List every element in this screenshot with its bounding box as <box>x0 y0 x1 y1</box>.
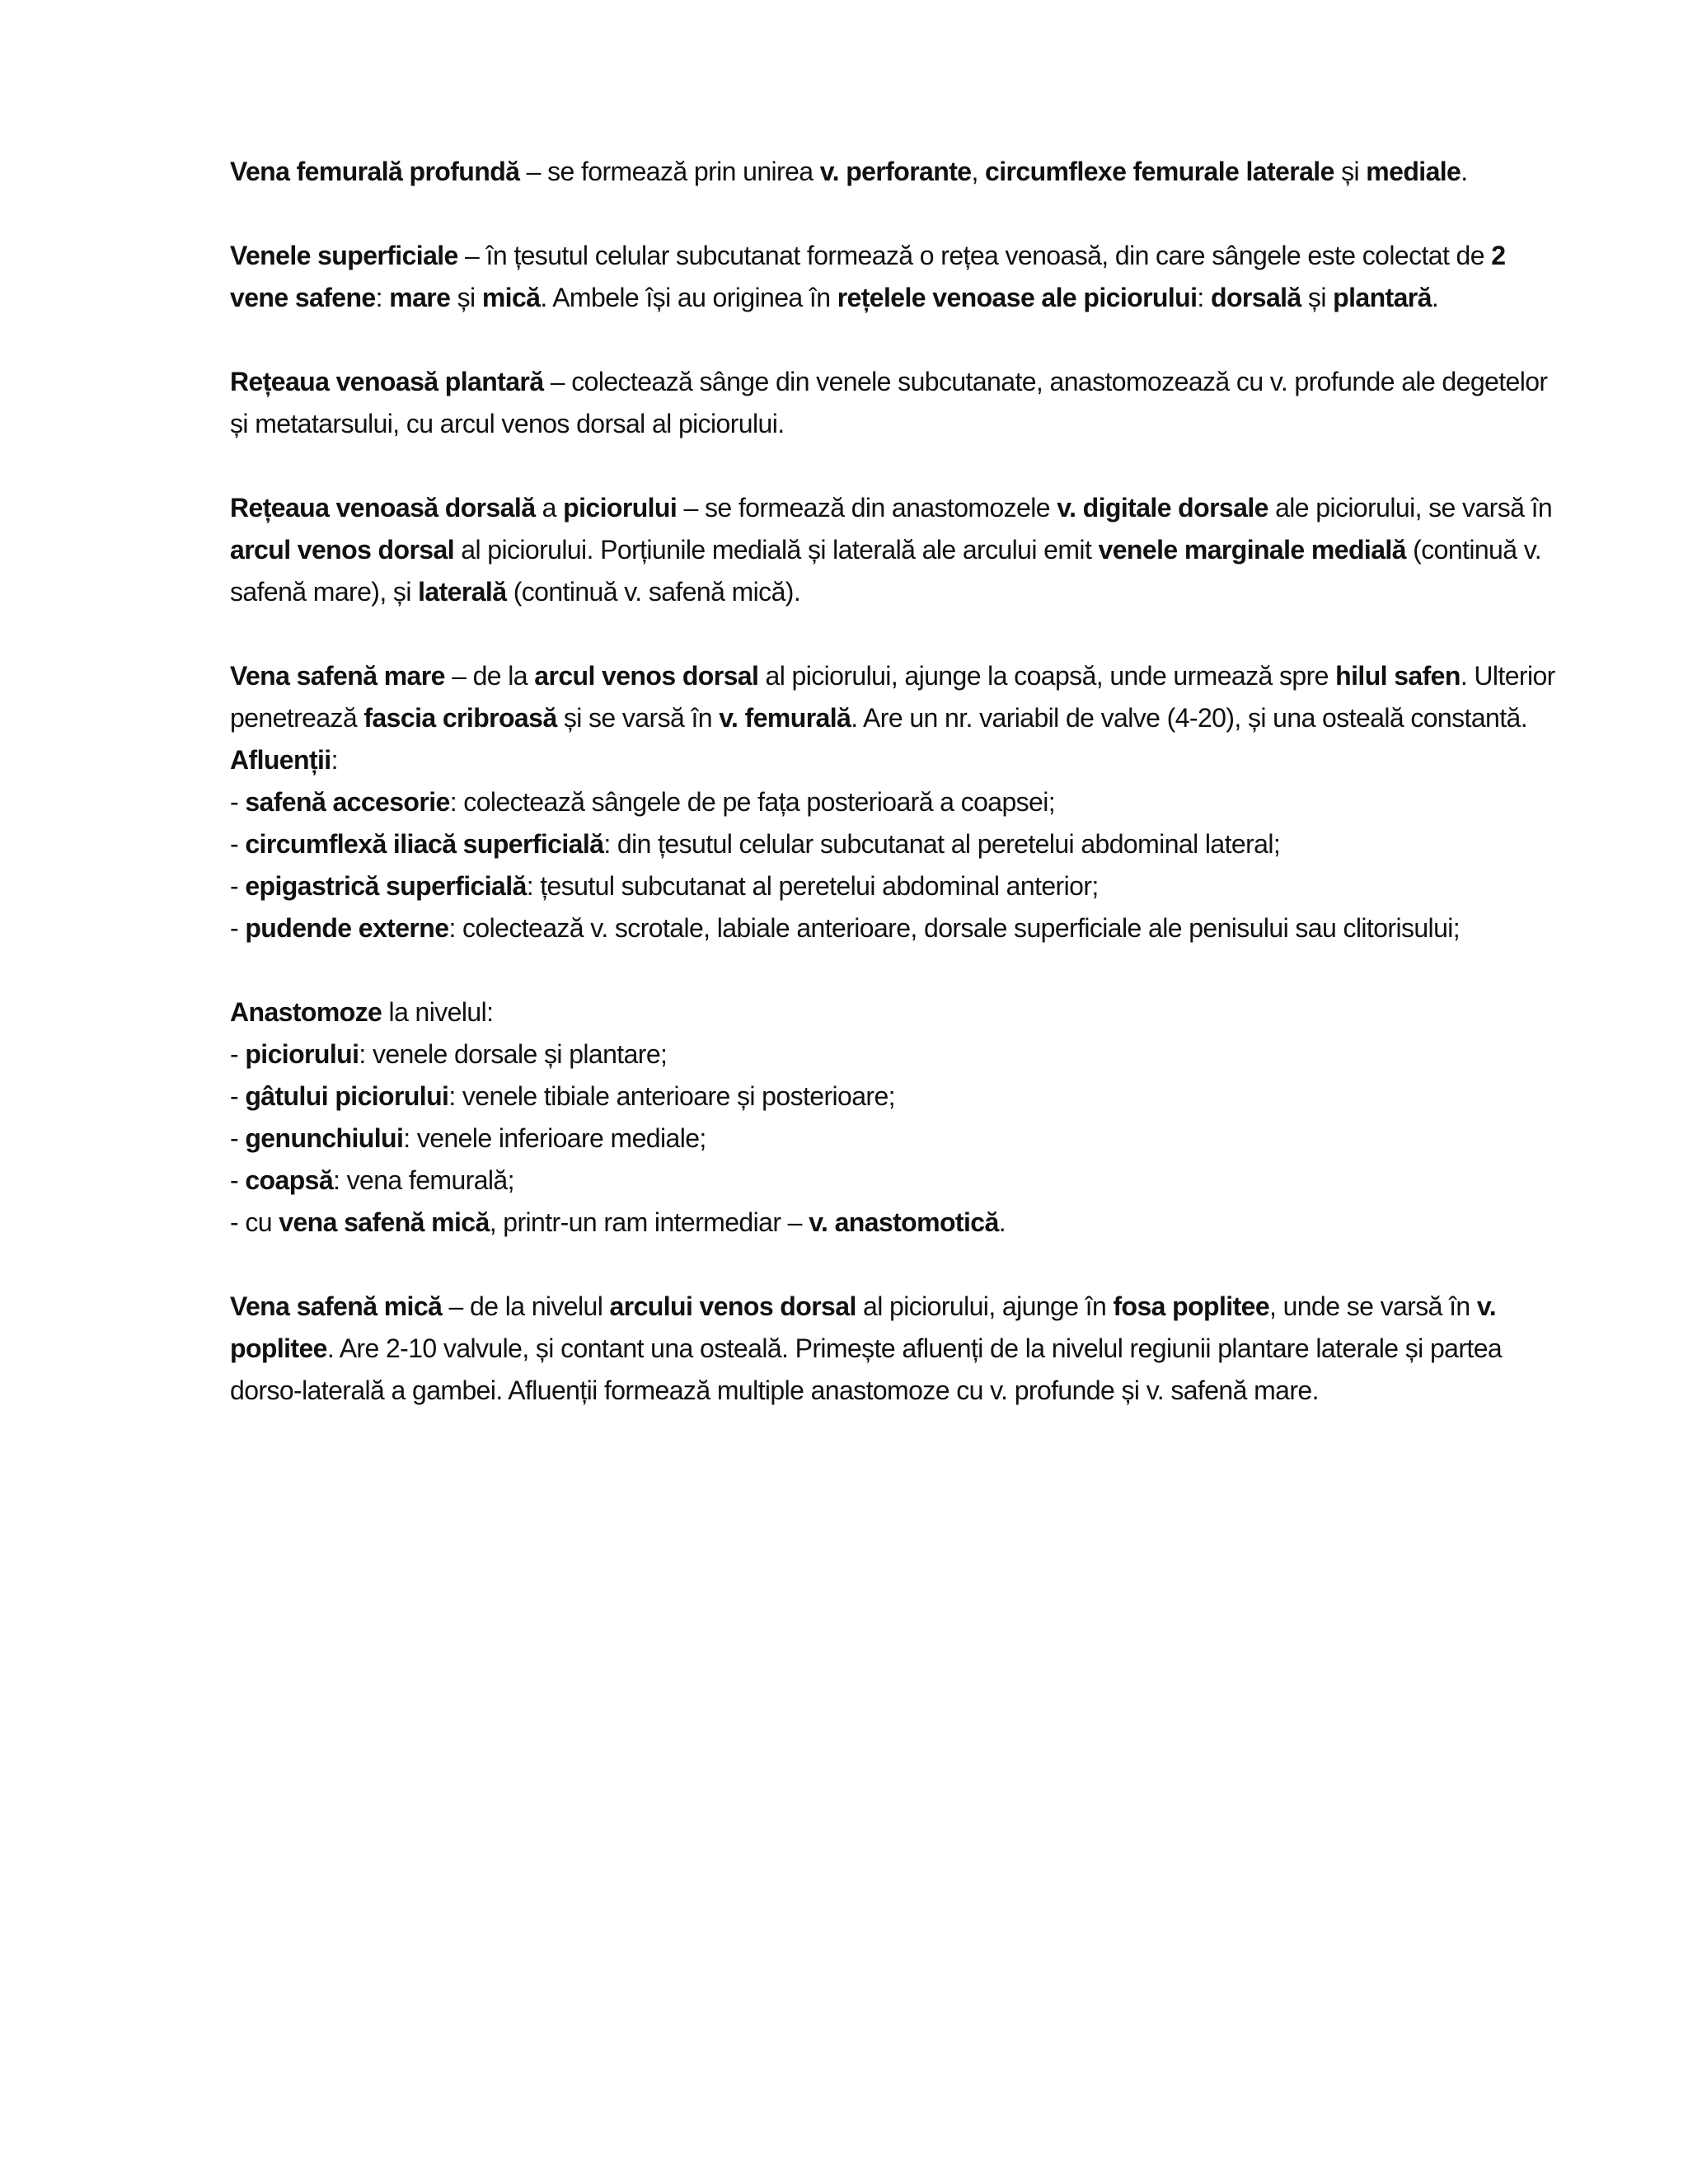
bold-term: epigastrică superficială <box>245 871 527 901</box>
paragraph-vena-femurala-profunda <box>230 151 1569 193</box>
text-run: ale piciorului, se varsă în <box>1268 493 1553 523</box>
bold-term: venele marginale medială <box>1098 535 1406 565</box>
bold-term: plantară <box>1333 283 1432 312</box>
paragraph-reteaua-plantara <box>230 361 1569 445</box>
text-run: (continuă v. safenă mică). <box>506 577 801 607</box>
text-run: , printr-un ram intermediar – <box>489 1207 809 1237</box>
text-run: : venele inferioare mediale; <box>403 1123 706 1153</box>
text-run: – în țesutul celular subcutanat formează o rețea venoasă, din care sângele este colectat de <box>457 241 1492 270</box>
text-run: , <box>971 157 986 186</box>
list-item <box>230 1160 1569 1202</box>
bold-term: Anastomoze <box>230 997 382 1027</box>
paragraph-vena-safena-mica <box>230 1286 1569 1412</box>
bold-term: gâtului piciorului <box>245 1081 449 1111</box>
bold-term: mare <box>389 283 451 312</box>
bold-term: coapsă <box>245 1165 334 1195</box>
bold-term: Vena femurală profundă <box>230 157 520 186</box>
bold-term: hilul safen <box>1335 661 1461 691</box>
bold-term: vena safenă mică <box>279 1207 490 1237</box>
text-run: : <box>1197 283 1211 312</box>
text-run: (continuă v. safenă mare), și <box>230 535 1542 607</box>
text-run: : <box>331 745 338 775</box>
bold-term: v. perforante <box>819 157 972 186</box>
text-run: : din țesutul celular subcutanat al peretelui abdominal lateral; <box>603 829 1281 859</box>
bold-term: arcului venos dorsal <box>609 1291 856 1321</box>
text-run: și <box>1301 283 1334 312</box>
text-run: - <box>230 913 246 943</box>
paragraph-vena-safena-mare <box>230 655 1569 739</box>
list-item <box>230 865 1569 907</box>
text-run: : țesutul subcutanat al peretelui abdominal anterior; <box>526 871 1099 901</box>
text-run: și <box>1334 157 1367 186</box>
bold-term: rețelele venoase ale piciorului <box>837 283 1198 312</box>
text-run: - <box>230 871 246 901</box>
bold-term: piciorului <box>245 1039 359 1069</box>
list-item <box>230 1118 1569 1160</box>
list-item <box>230 1202 1569 1244</box>
text-run: – de la nivelul <box>442 1291 610 1321</box>
text-run: – colectează sânge din venele subcutanate, anastomozează cu v. profunde ale degetelor și metatarsului, cu arcul venos dorsal al piciorului. <box>230 367 1548 438</box>
list-item <box>230 781 1569 823</box>
paragraph-reteaua-dorsala <box>230 487 1569 613</box>
text-run: - <box>230 1081 246 1111</box>
bold-term: Rețeaua venoasă plantară <box>230 367 544 396</box>
paragraph-anastomoze <box>230 991 1569 1244</box>
text-run: - <box>230 1039 246 1069</box>
bold-term: Venele superficiale <box>230 241 458 270</box>
bold-term: Afluenții <box>230 745 331 775</box>
text-run: : <box>375 283 390 312</box>
bold-term: Rețeaua venoasă dorsală <box>230 493 536 523</box>
bold-term: mediale <box>1366 157 1461 186</box>
document-body <box>230 151 1569 1454</box>
text-run: al piciorului. Porțiunile medială și laterală ale arcului emit <box>453 535 1099 565</box>
text-run: . <box>1461 157 1468 186</box>
text-run: : colectează sângele de pe fața posterioară a coapsei; <box>449 787 1056 817</box>
text-run: : venele tibiale anterioare și posterioare; <box>448 1081 895 1111</box>
bold-term: circumflexă iliacă superficială <box>245 829 604 859</box>
bold-term: Vena safenă mare <box>230 661 445 691</box>
bold-term: mică <box>481 283 541 312</box>
text-run: - <box>230 1165 246 1195</box>
text-run: la nivelul: <box>382 997 494 1027</box>
bold-term: fascia cribroasă <box>363 703 557 733</box>
bold-term: arcul venos dorsal <box>534 661 759 691</box>
bold-term: arcul venos dorsal <box>230 535 454 565</box>
text-run: - <box>230 787 246 817</box>
text-run: . Are un nr. variabil de valve (4-20), și una osteală constantă. <box>851 703 1527 733</box>
list-item <box>230 907 1569 949</box>
text-run: și se varsă în <box>556 703 720 733</box>
bold-term: v. femurală <box>719 703 851 733</box>
text-run: al piciorului, ajunge în <box>856 1291 1114 1321</box>
bold-term: 2 vene safene <box>230 241 1506 312</box>
text-run: a <box>535 493 564 523</box>
text-run: – se formează prin unirea <box>519 157 820 186</box>
bold-term: v. anastomotică <box>809 1207 999 1237</box>
text-run: . Ambele își au originea în <box>540 283 837 312</box>
list-item <box>230 1076 1569 1118</box>
text-run: – se formează din anastomozele <box>677 493 1057 523</box>
text-run: și <box>450 283 482 312</box>
bold-term: genunchiului <box>245 1123 404 1153</box>
text-run: al piciorului, ajunge la coapsă, unde urmează spre <box>758 661 1336 691</box>
paragraph-venele-superficiale <box>230 235 1569 319</box>
bold-term: fosa poplitee <box>1113 1291 1270 1321</box>
bold-term: piciorului <box>563 493 678 523</box>
text-run: . <box>1431 283 1439 312</box>
bold-term: laterală <box>418 577 507 607</box>
bold-term: Vena safenă mică <box>230 1291 443 1321</box>
text-run: : colectează v. scrotale, labiale anterioare, dorsale superficiale ale penisului sau clitorisului; <box>448 913 1461 943</box>
bold-term: v. poplitee <box>230 1291 1497 1363</box>
list-heading <box>230 739 1569 781</box>
text-run: . Ulterior penetrează <box>230 661 1555 733</box>
paragraph-afluentii <box>230 739 1569 949</box>
list-heading <box>230 991 1569 1033</box>
text-run: , unde se varsă în <box>1269 1291 1477 1321</box>
list-item <box>230 823 1569 865</box>
bold-term: v. digitale dorsale <box>1057 493 1268 523</box>
text-run: - cu <box>230 1207 279 1237</box>
text-run: – de la <box>444 661 535 691</box>
bold-term: circumflexe femurale laterale <box>985 157 1334 186</box>
text-run: : venele dorsale și plantare; <box>359 1039 668 1069</box>
list-item <box>230 1033 1569 1076</box>
text-run: : vena femurală; <box>333 1165 514 1195</box>
text-run: . Are 2-10 valvule, și contant una osteală. Primește afluenți de la nivelul regiunii plantare laterale și partea dorso-laterală a gambei. Afluenții formează multiple anastomoze cu v. profunde și v. safenă mare. <box>230 1333 1503 1405</box>
text-run: - <box>230 829 246 859</box>
bold-term: pudende externe <box>245 913 449 943</box>
bold-term: safenă accesorie <box>245 787 450 817</box>
text-run: . <box>998 1207 1006 1237</box>
bold-term: dorsală <box>1211 283 1301 312</box>
text-run: - <box>230 1123 246 1153</box>
